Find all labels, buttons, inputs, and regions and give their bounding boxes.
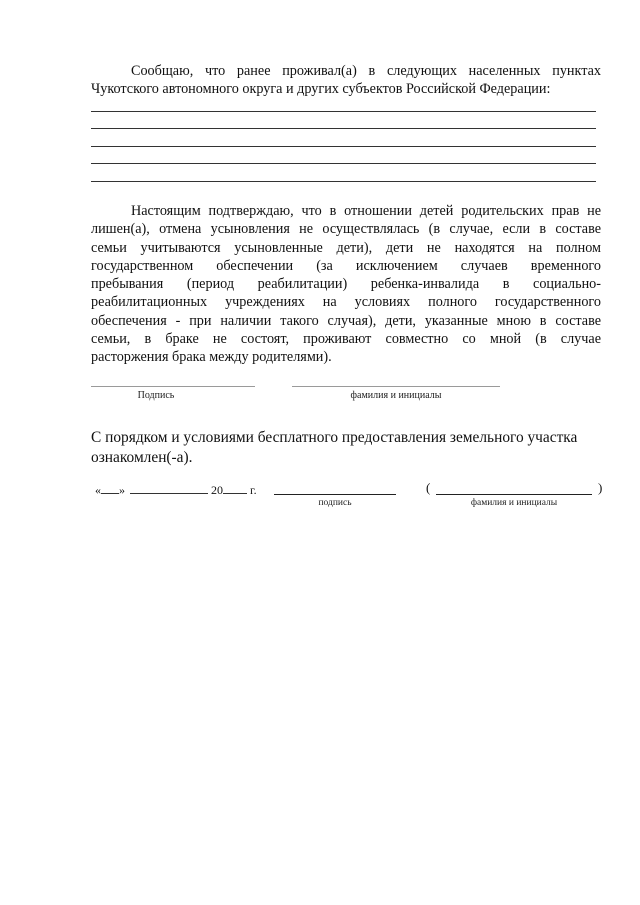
month-blank[interactable] <box>130 481 208 494</box>
confirmation-statement <box>91 202 601 367</box>
residence-statement <box>91 62 601 99</box>
day-blank[interactable] <box>101 481 119 494</box>
acknowledgement-line: ознакомлен(-а). <box>91 449 193 466</box>
confirmation-statement-line: обеспечения - при наличии такого случая), дети, указанные мною в составе <box>91 312 601 329</box>
fill-in-line[interactable] <box>91 111 596 112</box>
confirmation-statement-line: семьи, в браке не состоят, проживают совместно со мной (в случае <box>91 331 601 348</box>
full-name-caption: фамилия и инициалы <box>350 390 442 401</box>
signature-line[interactable] <box>91 386 255 387</box>
date-field <box>95 481 257 498</box>
full-name-caption-2: фамилия и инициалы <box>470 498 558 508</box>
fill-in-line[interactable] <box>91 128 596 129</box>
open-quote: « <box>95 483 101 497</box>
confirmation-statement-line: семьи учитываются усыновленные дети), дети не находятся на полном <box>91 239 601 256</box>
confirmation-statement-line: лишен(а), отмена усыновления не осуществлялась (в случае, если в составе <box>91 221 601 238</box>
signature-caption-2: подпись <box>318 498 352 508</box>
year-prefix: 20 <box>211 483 223 497</box>
confirmation-statement-line: реабилитационных учреждениях на условиях полного государственного <box>91 294 601 311</box>
full-name-line-2[interactable] <box>436 494 592 495</box>
year-suffix: г. <box>250 483 257 497</box>
fill-in-line[interactable] <box>91 181 596 182</box>
confirmation-statement-line: Настоящим подтверждаю, что в отношении детей родительских прав не <box>131 203 601 219</box>
confirmation-statement-line: государственном обеспечении (за исключением случаев временного <box>91 257 601 274</box>
confirmation-statement-line: расторжения брака между родителями). <box>91 349 332 366</box>
acknowledgement-line: С порядком и условиями бесплатного предоставления земельного участка <box>91 429 578 446</box>
fill-in-line[interactable] <box>91 146 596 147</box>
fill-in-line[interactable] <box>91 163 596 164</box>
acknowledgement-text <box>91 428 611 468</box>
signature-line-2[interactable] <box>274 494 396 495</box>
open-paren: ( <box>426 480 431 495</box>
close-paren: ) <box>598 480 603 495</box>
confirmation-statement-line: пребывания (период реабилитации) ребенка-инвалида в социально- <box>91 276 601 293</box>
full-name-line[interactable] <box>292 386 500 387</box>
residence-statement-line: Чукотского автономного округа и других субъектов Российской Федерации: <box>91 81 551 98</box>
close-quote: » <box>119 483 125 497</box>
residence-statement-line: Сообщаю, что ранее проживал(а) в следующих населенных пунктах <box>131 63 601 79</box>
year-blank[interactable] <box>223 481 247 494</box>
signature-caption: Подпись <box>137 390 175 401</box>
